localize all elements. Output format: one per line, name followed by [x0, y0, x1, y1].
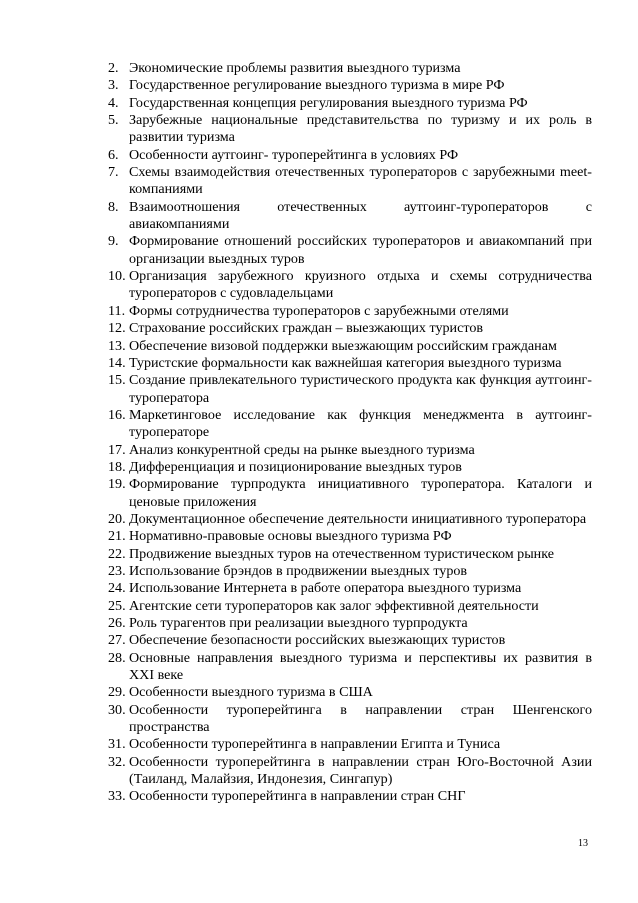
item-number: 13. — [108, 337, 126, 354]
item-text: Обеспечение безопасности российских выезжающих туристов — [129, 632, 506, 649]
item-text: Взаимоотношения отечественных аутгоинг-туроператоров с авиакомпаниями — [129, 198, 592, 233]
list-item — [108, 442, 592, 459]
item-text: Экономические проблемы развития выездного туризма — [129, 60, 461, 76]
item-text: Агентские сети туроператоров как залог эффективной деятельности — [129, 597, 539, 614]
item-number: 16. — [108, 406, 126, 423]
item-number: 14. — [108, 354, 126, 371]
item-text: Роль турагентов при реализации выездного турпродукта — [129, 615, 468, 631]
item-text: Особенности туроперейтинга в направлении стран Юго-Восточной Азии (Таиланд, Малайзия, Индонезия, Сингапур) — [129, 753, 592, 788]
item-number: 25. — [108, 597, 126, 614]
item-number: 21. — [108, 528, 126, 545]
item-number: 28. — [108, 649, 126, 666]
list-item — [108, 60, 592, 77]
list-item — [108, 199, 592, 234]
item-number: 15. — [108, 372, 126, 389]
item-number: 3. — [108, 77, 119, 94]
list-item — [108, 355, 592, 372]
item-text: Формирование отношений российских туроператоров и авиакомпаний при организации выездных туров — [129, 233, 592, 267]
item-number: 33. — [108, 788, 126, 805]
item-number: 11. — [108, 302, 126, 319]
item-number: 26. — [108, 615, 126, 631]
item-text: Государственное регулирование выездного туризма в мире РФ — [129, 77, 505, 94]
item-number: 19. — [108, 476, 126, 493]
item-text: Схемы взаимодействия отечественных туроператоров с зарубежными meet-компаниями — [129, 164, 592, 198]
item-text: Использование Интернета в работе оператора выездного туризма — [129, 580, 522, 597]
item-number: 30. — [108, 701, 126, 718]
item-text: Формирование турпродукта инициативного туроператора. Каталоги и ценовые приложения — [129, 476, 592, 510]
topic-list — [108, 60, 592, 806]
item-number: 7. — [108, 164, 119, 181]
item-number: 22. — [108, 545, 126, 562]
list-item — [108, 684, 592, 701]
item-text: Нормативно-правовые основы выездного туризма РФ — [129, 528, 452, 545]
item-text: Дифференциация и позиционирование выездных туров — [129, 458, 462, 475]
list-item — [108, 164, 592, 199]
list-item — [108, 320, 592, 337]
item-text: Документационное обеспечение деятельности инициативного туроператора — [129, 510, 587, 527]
list-item — [108, 788, 592, 805]
item-text: Особенности туроперейтинга в направлении стран СНГ — [129, 788, 466, 805]
item-number: 23. — [108, 562, 126, 579]
list-item — [108, 77, 592, 94]
list-item — [108, 372, 592, 407]
list-item — [108, 615, 592, 632]
list-item — [108, 546, 592, 563]
item-text: Создание привлекательного туристического продукта как функция аутгоинг-туроператора — [129, 372, 592, 406]
item-number: 29. — [108, 684, 126, 701]
item-text: Особенности туроперейтинга в направлении Египта и Туниса — [129, 736, 501, 753]
list-item — [108, 580, 592, 597]
item-text: Маркетинговое исследование как функция менеджмента в аутгоинг-туроператоре — [129, 406, 592, 441]
item-number: 17. — [108, 441, 126, 458]
list-item — [108, 407, 592, 442]
item-text: Особенности выездного туризма в США — [129, 684, 373, 701]
list-item — [108, 268, 592, 303]
list-item — [108, 650, 592, 685]
list-item — [108, 702, 592, 737]
item-text: Основные направления выездного туризма и перспективы их развития в XXI веке — [129, 649, 592, 684]
list-item — [108, 147, 592, 164]
item-text: Продвижение выездных туров на отечественном туристическом рынке — [129, 545, 554, 562]
item-number: 9. — [108, 233, 119, 250]
item-text: Зарубежные национальные представительства по туризму и их роль в развитии туризма — [129, 112, 592, 146]
list-item — [108, 476, 592, 511]
item-number: 10. — [108, 268, 126, 285]
list-item — [108, 459, 592, 476]
item-text: Туристские формальности как важнейшая категория выездного туризма — [129, 354, 562, 371]
list-item — [108, 528, 592, 545]
item-text: Государственная концепция регулирования выездного туризма РФ — [129, 94, 528, 111]
list-item — [108, 632, 592, 649]
item-number: 4. — [108, 94, 119, 111]
list-item — [108, 754, 592, 789]
list-item — [108, 598, 592, 615]
item-text: Организация зарубежного круизного отдыха и схемы сотрудничества туроператоров с судовладельцами — [129, 268, 592, 302]
item-number: 20. — [108, 510, 126, 527]
item-number: 6. — [108, 146, 119, 163]
list-item — [108, 112, 592, 147]
item-number: 24. — [108, 580, 126, 597]
item-number: 12. — [108, 320, 126, 337]
list-item — [108, 563, 592, 580]
item-number: 18. — [108, 458, 126, 475]
list-item — [108, 303, 592, 320]
item-text: Особенности туроперейтинга в направлении стран Шенгенского пространства — [129, 701, 592, 736]
item-text: Использование брэндов в продвижении выездных туров — [129, 562, 468, 579]
list-item — [108, 511, 592, 528]
list-item — [108, 233, 592, 268]
list-item — [108, 736, 592, 753]
item-text: Особенности аутгоинг- туроперейтинга в условиях РФ — [129, 146, 459, 163]
item-number: 2. — [108, 60, 119, 76]
item-text: Страхование российских граждан – выезжающих туристов — [129, 320, 484, 337]
list-item — [108, 95, 592, 112]
item-number: 27. — [108, 632, 126, 649]
list-item — [108, 338, 592, 355]
item-number: 5. — [108, 112, 119, 129]
page-number: 13 — [578, 838, 588, 849]
item-text: Анализ конкурентной среды на рынке выездного туризма — [129, 441, 475, 458]
item-number: 8. — [108, 198, 119, 215]
item-number: 31. — [108, 736, 126, 753]
item-text: Обеспечение визовой поддержки выезжающим российским гражданам — [129, 337, 557, 354]
item-text: Формы сотрудничества туроператоров с зарубежными отелями — [129, 302, 509, 319]
item-number: 32. — [108, 753, 126, 770]
